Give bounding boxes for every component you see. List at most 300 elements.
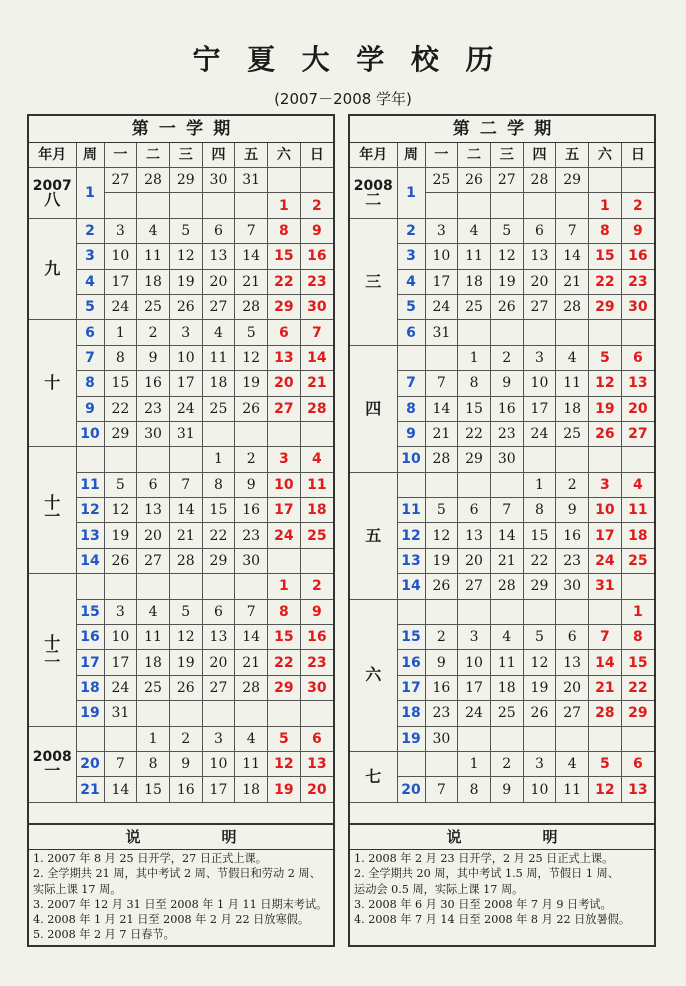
- week-number: [397, 751, 425, 776]
- day-cell: 25: [300, 523, 333, 548]
- week-row: [29, 726, 333, 751]
- day-cell: 10: [104, 625, 137, 650]
- day-cell: 1: [202, 447, 235, 472]
- month-label-text: 2008: [353, 177, 393, 194]
- day-cell: 23: [425, 701, 458, 726]
- day-cell: 12: [589, 371, 622, 396]
- note-item: 2. 全学期共 21 周，其中考试 2 周、节假日和劳动 2 周、: [33, 867, 321, 881]
- day-cell: 3: [202, 726, 235, 751]
- day-cell: 1: [523, 472, 556, 497]
- week-number: 2: [397, 218, 425, 243]
- day-cell: 20: [458, 548, 491, 573]
- day-cell: 26: [490, 294, 523, 319]
- day-cell: [202, 574, 235, 599]
- day-cell: 25: [490, 701, 523, 726]
- day-cell: 3: [523, 345, 556, 370]
- day-cell: 2: [169, 726, 202, 751]
- note-item: 3. 2007 年 12 月 31 日至 2008 年 1 月 11 日期末考试。: [33, 897, 328, 911]
- day-cell: 10: [589, 498, 622, 523]
- day-cell: [556, 193, 589, 218]
- header-week: 周: [76, 143, 104, 168]
- day-cell: 21: [556, 269, 589, 294]
- day-cell: 20: [523, 269, 556, 294]
- month-label: [350, 472, 397, 599]
- note-item: 4. 2008 年 1 月 21 日至 2008 年 2 月 22 日放寒假。: [33, 913, 310, 927]
- day-cell: 7: [425, 777, 458, 802]
- day-cell: 16: [490, 396, 523, 421]
- day-cell: [300, 701, 333, 726]
- day-cell: 14: [589, 650, 622, 675]
- day-cell: 10: [104, 244, 137, 269]
- day-cell: [169, 193, 202, 218]
- month-label-text: 三: [365, 271, 382, 291]
- day-cell: 28: [169, 548, 202, 573]
- day-cell: 12: [490, 244, 523, 269]
- week-number: 12: [397, 523, 425, 548]
- month-label-text: 九: [44, 259, 61, 279]
- day-cell: 2: [235, 447, 268, 472]
- day-cell: 24: [523, 421, 556, 446]
- notes-list: [354, 851, 652, 927]
- week-row: [350, 599, 654, 624]
- day-cell: [137, 447, 170, 472]
- day-cell: 22: [621, 675, 654, 700]
- week-number: [76, 726, 104, 751]
- day-cell: [268, 701, 301, 726]
- day-cell: 16: [137, 371, 170, 396]
- day-cell: 7: [425, 371, 458, 396]
- day-cell: 20: [556, 675, 589, 700]
- day-cell: 6: [621, 345, 654, 370]
- day-cell: 17: [523, 396, 556, 421]
- day-cell: 30: [556, 574, 589, 599]
- day-cell: 23: [137, 396, 170, 421]
- day-cell: 19: [235, 371, 268, 396]
- day-cell: [458, 193, 491, 218]
- day-cell: [104, 726, 137, 751]
- day-cell: 2: [490, 751, 523, 776]
- day-cell: 27: [490, 168, 523, 193]
- day-cell: 4: [556, 345, 589, 370]
- day-cell: 17: [589, 523, 622, 548]
- day-cell: 11: [235, 751, 268, 776]
- day-cell: 7: [104, 751, 137, 776]
- day-cell: 30: [621, 294, 654, 319]
- header-day: 五: [556, 143, 589, 168]
- day-cell: 10: [169, 345, 202, 370]
- day-cell: 15: [104, 371, 137, 396]
- day-cell: [589, 726, 622, 751]
- month-label-text: 一: [44, 507, 61, 527]
- day-cell: 11: [137, 244, 170, 269]
- week-number: 20: [397, 777, 425, 802]
- day-cell: 5: [169, 218, 202, 243]
- day-cell: [621, 168, 654, 193]
- day-cell: [458, 472, 491, 497]
- day-cell: 30: [300, 294, 333, 319]
- day-cell: 10: [523, 777, 556, 802]
- day-cell: 26: [169, 675, 202, 700]
- day-cell: 20: [621, 396, 654, 421]
- week-number: [397, 345, 425, 370]
- day-cell: 17: [202, 777, 235, 802]
- header-week: 周: [397, 143, 425, 168]
- day-cell: 30: [425, 726, 458, 751]
- day-cell: [490, 472, 523, 497]
- note-item: 1. 2008 年 2 月 23 日开学，2 月 25 日正式上课。: [354, 852, 614, 865]
- day-cell: 20: [202, 650, 235, 675]
- day-cell: 18: [458, 269, 491, 294]
- day-cell: [137, 193, 170, 218]
- day-cell: 7: [169, 472, 202, 497]
- day-cell: 1: [458, 751, 491, 776]
- day-cell: 9: [425, 650, 458, 675]
- day-cell: 13: [621, 371, 654, 396]
- day-cell: [523, 599, 556, 624]
- week-number: 1: [397, 168, 425, 219]
- day-cell: 23: [490, 421, 523, 446]
- day-cell: 14: [300, 345, 333, 370]
- day-cell: [621, 574, 654, 599]
- month-label-text: 十: [44, 493, 61, 513]
- day-cell: 22: [268, 650, 301, 675]
- day-cell: 4: [300, 447, 333, 472]
- day-cell: 8: [104, 345, 137, 370]
- week-row: [350, 218, 654, 243]
- day-cell: 9: [300, 218, 333, 243]
- week-number: 14: [397, 574, 425, 599]
- note-item: 1. 2007 年 8 月 25 日开学，27 日正式上课。: [33, 852, 267, 865]
- week-row: [29, 218, 333, 243]
- day-cell: 21: [235, 650, 268, 675]
- day-cell: [458, 599, 491, 624]
- day-cell: 12: [104, 498, 137, 523]
- day-cell: 19: [425, 548, 458, 573]
- day-cell: 25: [458, 294, 491, 319]
- day-cell: 22: [589, 269, 622, 294]
- day-cell: 8: [458, 777, 491, 802]
- day-cell: [425, 751, 458, 776]
- day-cell: [556, 447, 589, 472]
- day-cell: 26: [458, 168, 491, 193]
- day-cell: 21: [490, 548, 523, 573]
- day-cell: 27: [202, 294, 235, 319]
- note-item: 5. 2008 年 2 月 7 日春节。: [33, 928, 175, 942]
- week-number: 10: [76, 421, 104, 446]
- day-cell: 26: [104, 548, 137, 573]
- header-day: 日: [300, 143, 333, 168]
- week-row: [350, 751, 654, 776]
- day-cell: 27: [202, 675, 235, 700]
- day-cell: 14: [235, 625, 268, 650]
- day-cell: 13: [268, 345, 301, 370]
- day-cell: 5: [589, 751, 622, 776]
- semester-title: 第二学期: [350, 116, 654, 143]
- day-cell: 27: [458, 574, 491, 599]
- day-cell: 12: [523, 650, 556, 675]
- day-cell: 18: [137, 269, 170, 294]
- day-cell: 18: [137, 650, 170, 675]
- week-number: 16: [397, 650, 425, 675]
- day-cell: 21: [235, 269, 268, 294]
- day-cell: 10: [458, 650, 491, 675]
- day-cell: 1: [458, 345, 491, 370]
- calendar-table: [29, 143, 333, 803]
- day-cell: 23: [556, 548, 589, 573]
- day-cell: [235, 574, 268, 599]
- header-day: 一: [425, 143, 458, 168]
- day-cell: 30: [235, 548, 268, 573]
- day-cell: 21: [589, 675, 622, 700]
- day-cell: 23: [300, 269, 333, 294]
- day-cell: 8: [268, 599, 301, 624]
- day-cell: 24: [169, 396, 202, 421]
- month-label-text: 2008: [32, 749, 72, 766]
- day-cell: 8: [202, 472, 235, 497]
- day-cell: 23: [300, 650, 333, 675]
- day-cell: 2: [425, 625, 458, 650]
- day-cell: [202, 193, 235, 218]
- day-cell: 9: [621, 218, 654, 243]
- day-cell: 18: [621, 523, 654, 548]
- day-cell: 17: [104, 650, 137, 675]
- day-cell: 4: [202, 320, 235, 345]
- day-cell: 11: [300, 472, 333, 497]
- day-cell: 28: [556, 294, 589, 319]
- day-cell: [235, 701, 268, 726]
- day-cell: 15: [268, 244, 301, 269]
- day-cell: 4: [458, 218, 491, 243]
- day-cell: 29: [202, 548, 235, 573]
- day-cell: 5: [523, 625, 556, 650]
- day-cell: 6: [300, 726, 333, 751]
- day-cell: 30: [137, 421, 170, 446]
- day-cell: [556, 320, 589, 345]
- day-cell: 7: [300, 320, 333, 345]
- notes-list: [33, 851, 331, 943]
- day-cell: [523, 320, 556, 345]
- month-label: [29, 320, 76, 447]
- day-cell: 12: [235, 345, 268, 370]
- note-item: 实际上课 17 周。: [33, 882, 122, 896]
- month-label-text: 十: [44, 373, 61, 393]
- header-day: 四: [202, 143, 235, 168]
- day-cell: 27: [523, 294, 556, 319]
- month-label: [29, 726, 76, 802]
- notes-title: 说 明: [29, 823, 333, 850]
- day-cell: [202, 701, 235, 726]
- day-cell: 17: [425, 269, 458, 294]
- day-cell: 2: [556, 472, 589, 497]
- day-cell: 26: [589, 421, 622, 446]
- day-cell: 14: [490, 523, 523, 548]
- week-number: 8: [76, 371, 104, 396]
- day-cell: 27: [556, 701, 589, 726]
- day-cell: 11: [490, 650, 523, 675]
- day-cell: 6: [458, 498, 491, 523]
- day-cell: 2: [621, 193, 654, 218]
- week-row: [29, 168, 333, 193]
- day-cell: 13: [523, 244, 556, 269]
- header-day: 一: [104, 143, 137, 168]
- week-number: 15: [76, 599, 104, 624]
- day-cell: 6: [621, 751, 654, 776]
- day-cell: 28: [490, 574, 523, 599]
- day-cell: [169, 447, 202, 472]
- note-item: 4. 2008 年 7 月 14 日至 2008 年 8 月 22 日放暑假。: [354, 913, 631, 927]
- day-cell: 13: [300, 751, 333, 776]
- day-cell: 5: [104, 472, 137, 497]
- week-number: 6: [76, 320, 104, 345]
- header-month: 年月: [29, 143, 76, 168]
- day-cell: 31: [104, 701, 137, 726]
- day-cell: 17: [268, 498, 301, 523]
- day-cell: 22: [202, 523, 235, 548]
- day-cell: 14: [235, 244, 268, 269]
- day-cell: 28: [300, 396, 333, 421]
- week-number: 8: [397, 396, 425, 421]
- day-cell: [300, 168, 333, 193]
- day-cell: 19: [268, 777, 301, 802]
- week-number: 9: [76, 396, 104, 421]
- day-cell: 3: [104, 599, 137, 624]
- week-number: 3: [397, 244, 425, 269]
- day-cell: 28: [425, 447, 458, 472]
- day-cell: 20: [137, 523, 170, 548]
- day-cell: 1: [268, 193, 301, 218]
- week-number: 13: [76, 523, 104, 548]
- day-cell: 16: [425, 675, 458, 700]
- day-cell: [589, 168, 622, 193]
- day-cell: 27: [104, 168, 137, 193]
- note-item: 运动会 0.5 周，实际上课 17 周。: [354, 882, 524, 896]
- day-cell: 3: [268, 447, 301, 472]
- header-day: 六: [589, 143, 622, 168]
- month-label: [350, 599, 397, 751]
- day-cell: 10: [268, 472, 301, 497]
- day-cell: [589, 320, 622, 345]
- day-cell: 16: [556, 523, 589, 548]
- day-cell: 28: [523, 168, 556, 193]
- day-cell: 6: [202, 599, 235, 624]
- day-cell: 12: [169, 625, 202, 650]
- month-label-text: 一: [44, 761, 61, 781]
- day-cell: 21: [425, 421, 458, 446]
- week-number: 14: [76, 548, 104, 573]
- header-day: 五: [235, 143, 268, 168]
- month-label-text: 六: [365, 665, 382, 685]
- day-cell: 22: [523, 548, 556, 573]
- month-label-text: 八: [44, 189, 61, 209]
- day-cell: [458, 726, 491, 751]
- day-cell: 25: [137, 294, 170, 319]
- day-cell: 11: [556, 371, 589, 396]
- day-cell: 31: [169, 421, 202, 446]
- day-cell: 29: [268, 675, 301, 700]
- day-cell: 29: [458, 447, 491, 472]
- day-cell: 1: [104, 320, 137, 345]
- day-cell: 3: [104, 218, 137, 243]
- day-cell: [300, 548, 333, 573]
- header-day: 日: [621, 143, 654, 168]
- week-number: 7: [397, 371, 425, 396]
- day-cell: 24: [425, 294, 458, 319]
- day-cell: 28: [235, 294, 268, 319]
- day-cell: 4: [490, 625, 523, 650]
- week-number: 5: [397, 294, 425, 319]
- week-number: 2: [76, 218, 104, 243]
- day-cell: 25: [425, 168, 458, 193]
- day-cell: [621, 320, 654, 345]
- day-cell: 29: [104, 421, 137, 446]
- week-number: 17: [76, 650, 104, 675]
- day-cell: 24: [589, 548, 622, 573]
- day-cell: 18: [556, 396, 589, 421]
- day-cell: 13: [556, 650, 589, 675]
- day-cell: 30: [202, 168, 235, 193]
- header-day: 二: [137, 143, 170, 168]
- week-number: 19: [76, 701, 104, 726]
- week-number: 3: [76, 244, 104, 269]
- day-cell: 16: [300, 625, 333, 650]
- day-cell: [621, 726, 654, 751]
- day-cell: 29: [268, 294, 301, 319]
- day-cell: 6: [268, 320, 301, 345]
- week-number: 19: [397, 726, 425, 751]
- week-number: 10: [397, 447, 425, 472]
- day-cell: 1: [621, 599, 654, 624]
- month-label: [350, 218, 397, 345]
- day-cell: [104, 574, 137, 599]
- month-label: [29, 168, 76, 219]
- week-number: 4: [397, 269, 425, 294]
- day-cell: 24: [104, 294, 137, 319]
- day-cell: 23: [621, 269, 654, 294]
- day-cell: 30: [300, 675, 333, 700]
- note-item: 2. 全学期共 20 周，其中考试 1.5 周，节假日 1 周、: [354, 867, 619, 881]
- day-cell: 9: [137, 345, 170, 370]
- day-cell: 22: [458, 421, 491, 446]
- day-cell: [268, 168, 301, 193]
- week-number: 17: [397, 675, 425, 700]
- day-cell: 2: [300, 574, 333, 599]
- day-cell: [425, 599, 458, 624]
- day-cell: 9: [169, 751, 202, 776]
- day-cell: [235, 421, 268, 446]
- day-cell: 18: [235, 777, 268, 802]
- day-cell: 2: [490, 345, 523, 370]
- academic-year-subtitle: (2007－2008 学年): [274, 90, 412, 108]
- notes-title: 说 明: [350, 823, 654, 850]
- week-number: 6: [397, 320, 425, 345]
- week-number: [76, 447, 104, 472]
- month-label-text: 四: [365, 398, 382, 418]
- day-cell: 29: [621, 701, 654, 726]
- day-cell: 3: [425, 218, 458, 243]
- day-cell: 13: [137, 498, 170, 523]
- day-cell: 19: [523, 675, 556, 700]
- day-cell: [490, 599, 523, 624]
- day-cell: [169, 574, 202, 599]
- week-number: 1: [76, 168, 104, 219]
- day-cell: [556, 599, 589, 624]
- day-cell: 5: [490, 218, 523, 243]
- month-label-text: 2007: [32, 177, 72, 194]
- day-cell: 22: [104, 396, 137, 421]
- week-row: [29, 320, 333, 345]
- day-cell: 8: [621, 625, 654, 650]
- day-cell: 6: [523, 218, 556, 243]
